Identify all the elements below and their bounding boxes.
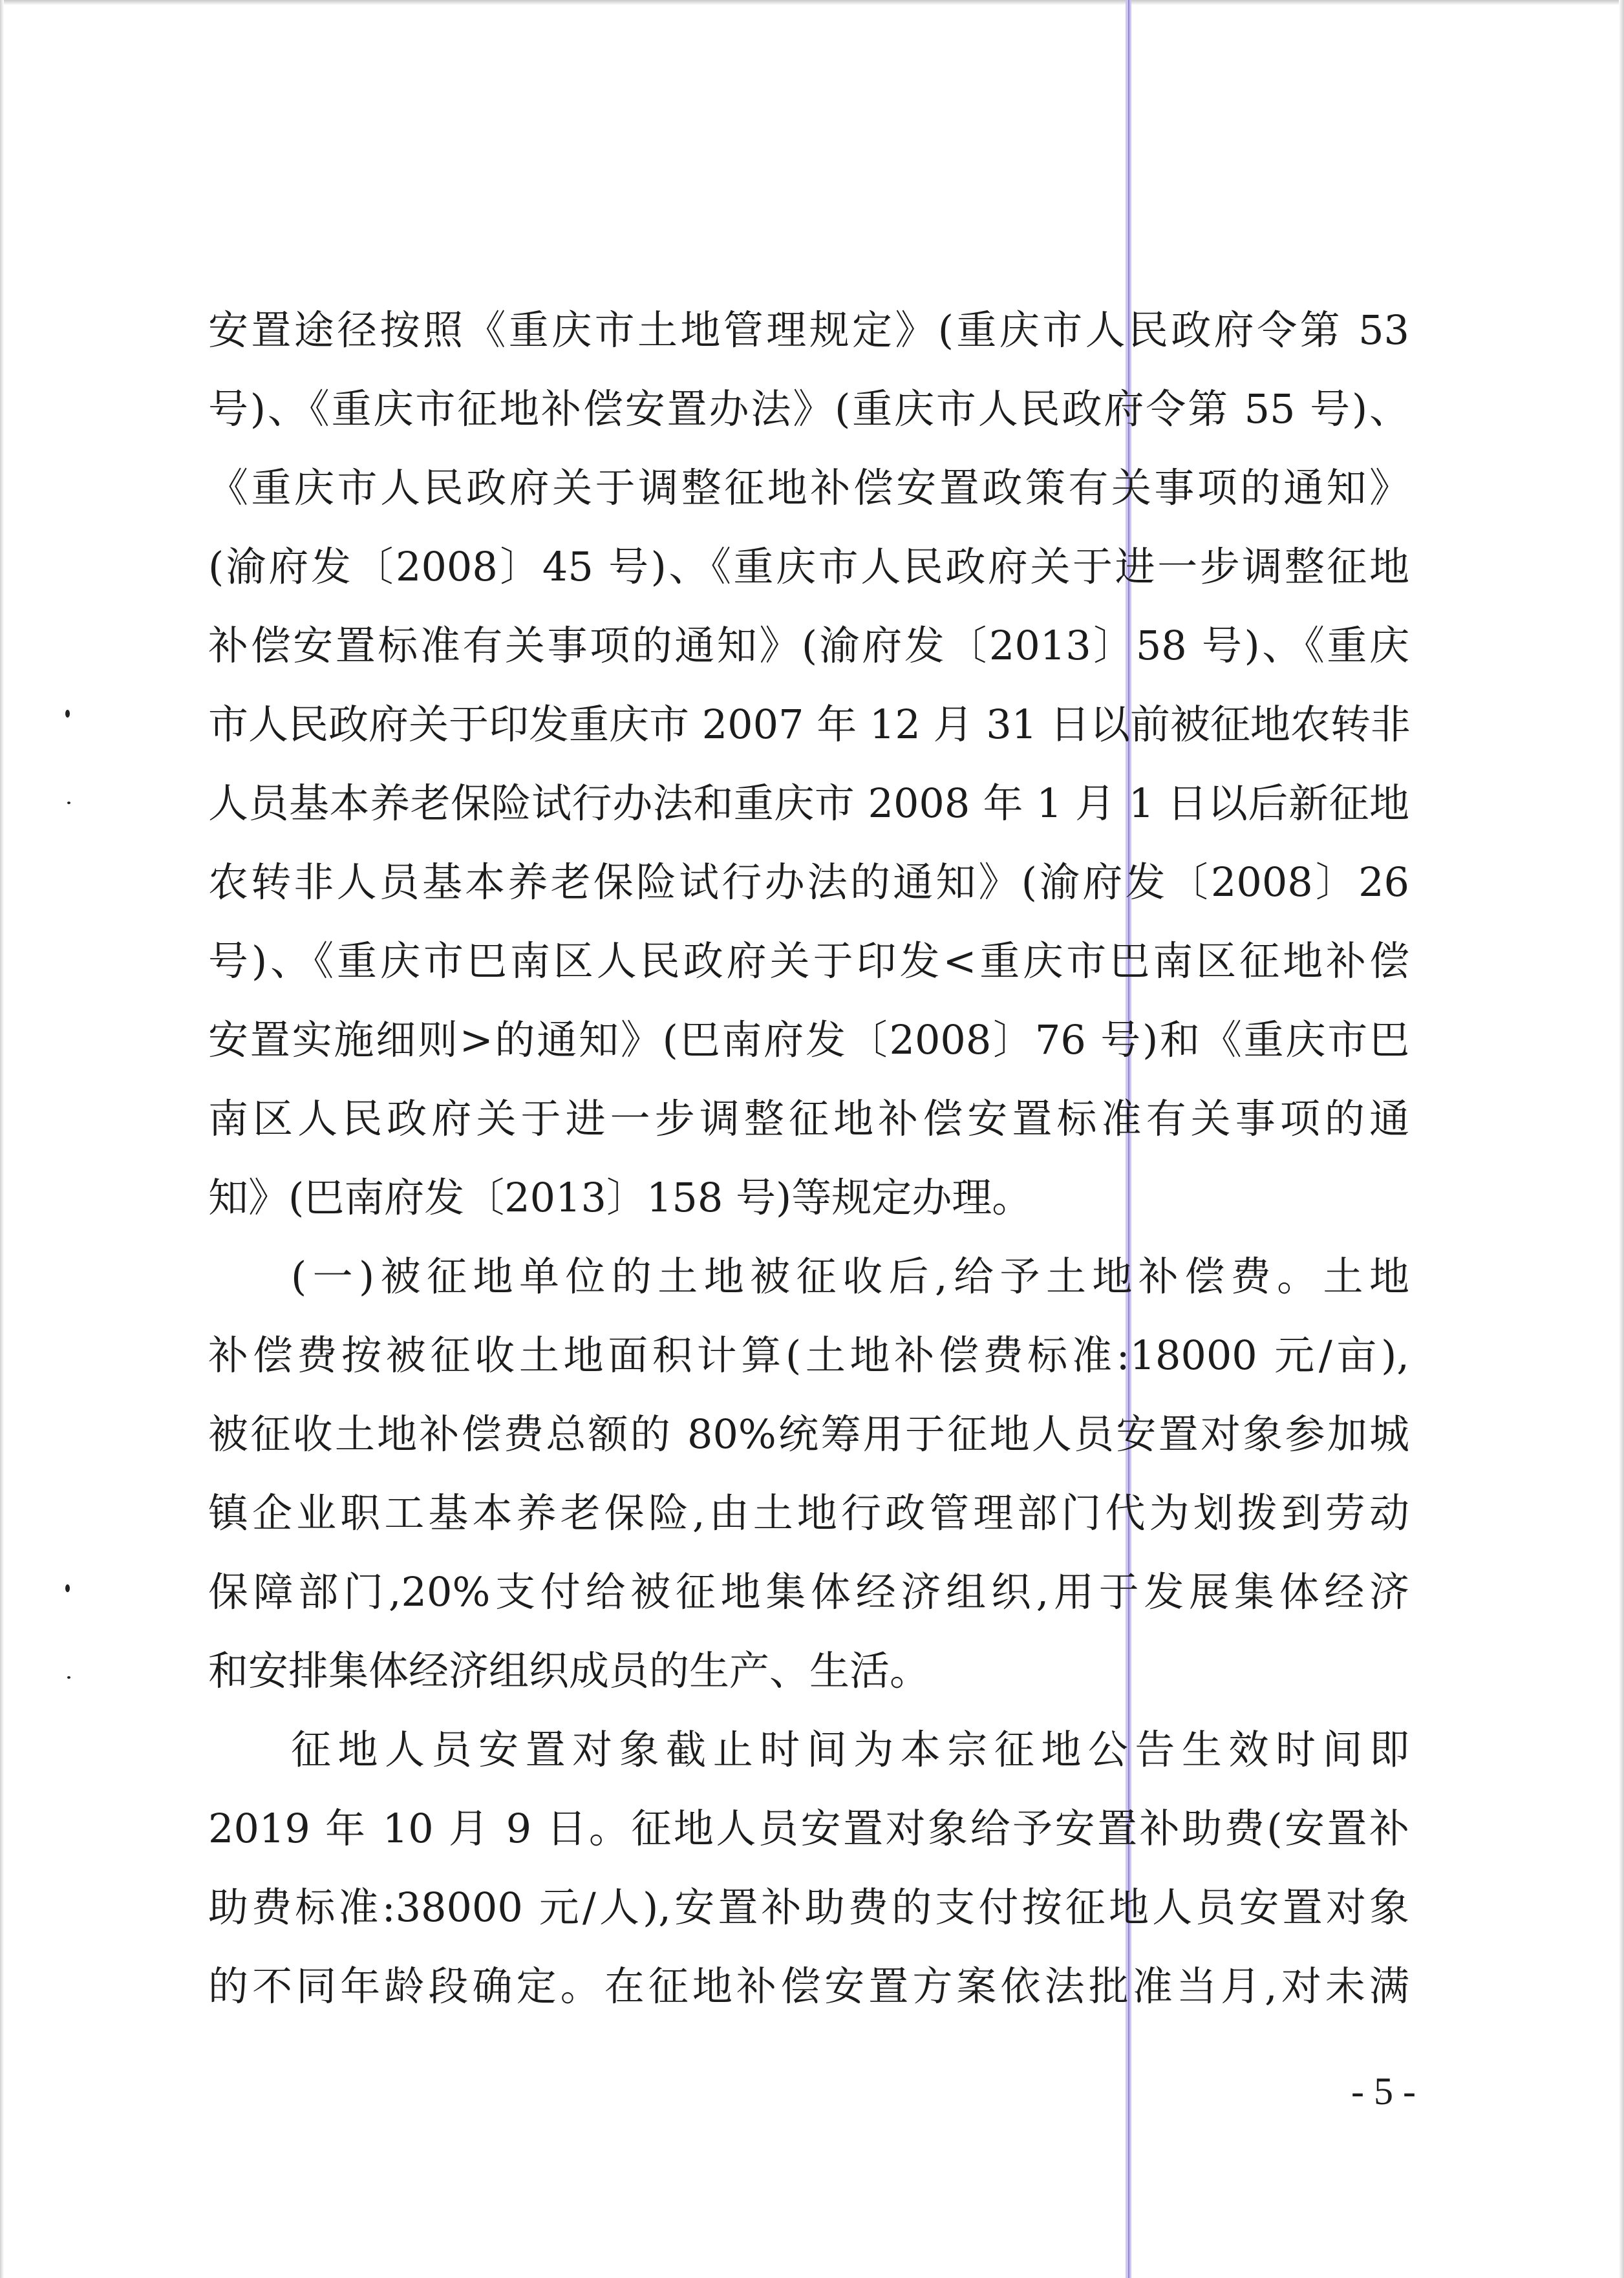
text-line: 安置实施细则>的通知》(巴南府发〔2008〕76 号)和《重庆市巴 — [208, 1016, 1409, 1063]
text-line: 号)、《重庆市征地补偿安置办法》(重庆市人民政府令第 55 号)、 — [208, 385, 1409, 432]
text-line: 补偿费按被征收土地面积计算(土地补偿费标准:18000 元/亩), — [208, 1332, 1409, 1379]
text-line: 《重庆市人民政府关于调整征地补偿安置政策有关事项的通知》 — [208, 464, 1409, 511]
paragraph-end-line: 和安排集体经济组织成员的生产、生活。 — [208, 1647, 930, 1694]
text-line: 被征收土地补偿费总额的 80%统筹用于征地人员安置对象参加城 — [208, 1410, 1409, 1458]
binding-hole-mark — [65, 1584, 70, 1592]
text-line: 农转非人员基本养老保险试行办法的通知》(渝府发〔2008〕26 — [208, 858, 1409, 906]
page-number: - 5 - — [1351, 2070, 1416, 2113]
binding-hole-mark — [67, 802, 70, 804]
paragraph-start-line: 征地人员安置对象截止时间为本宗征地公告生效时间即 — [291, 1726, 1409, 1773]
text-line: 人员基本养老保险试行办法和重庆市 2008 年 1 月 1 日以后新征地 — [208, 780, 1409, 827]
text-line: 南区人民政府关于进一步调整征地补偿安置标准有关事项的通 — [208, 1095, 1409, 1142]
text-line: 助费标准:38000 元/人),安置补助费的支付按征地人员安置对象 — [208, 1884, 1409, 1931]
text-line: 镇企业职工基本养老保险,由土地行政管理部门代为划拨到劳动 — [208, 1489, 1409, 1537]
body-text — [208, 291, 1409, 2026]
text-line: 2019 年 10 月 9 日。征地人员安置对象给予安置补助费(安置补 — [208, 1805, 1409, 1852]
binding-hole-mark — [65, 710, 70, 718]
scan-edge-left — [0, 0, 4, 2278]
text-line: 安置途径按照《重庆市土地管理规定》(重庆市人民政府令第 53 — [208, 306, 1409, 354]
text-line: 保障部门,20%支付给被征地集体经济组织,用于发展集体经济 — [208, 1568, 1409, 1615]
binding-hole-mark — [67, 1676, 70, 1679]
paragraph-end-line: 知》(巴南府发〔2013〕158 号)等规定办理。 — [208, 1174, 1032, 1221]
text-line: 市人民政府关于印发重庆市 2007 年 12 月 31 日以前被征地农转非 — [208, 701, 1411, 748]
text-line: 号)、《重庆市巴南区人民政府关于印发<重庆市巴南区征地补偿 — [208, 937, 1409, 985]
text-line: 的不同年龄段确定。在征地补偿安置方案依法批准当月,对未满 — [208, 1963, 1409, 2010]
scan-edge-right — [1619, 0, 1624, 2278]
text-line: 补偿安置标准有关事项的通知》(渝府发〔2013〕58 号)、《重庆 — [208, 622, 1409, 669]
text-line: (渝府发〔2008〕45 号)、《重庆市人民政府关于进一步调整征地 — [208, 543, 1409, 590]
scan-edge-top — [0, 0, 1624, 5]
paragraph-start-line: (一)被征地单位的土地被征收后,给予土地补偿费。土地 — [291, 1253, 1409, 1300]
